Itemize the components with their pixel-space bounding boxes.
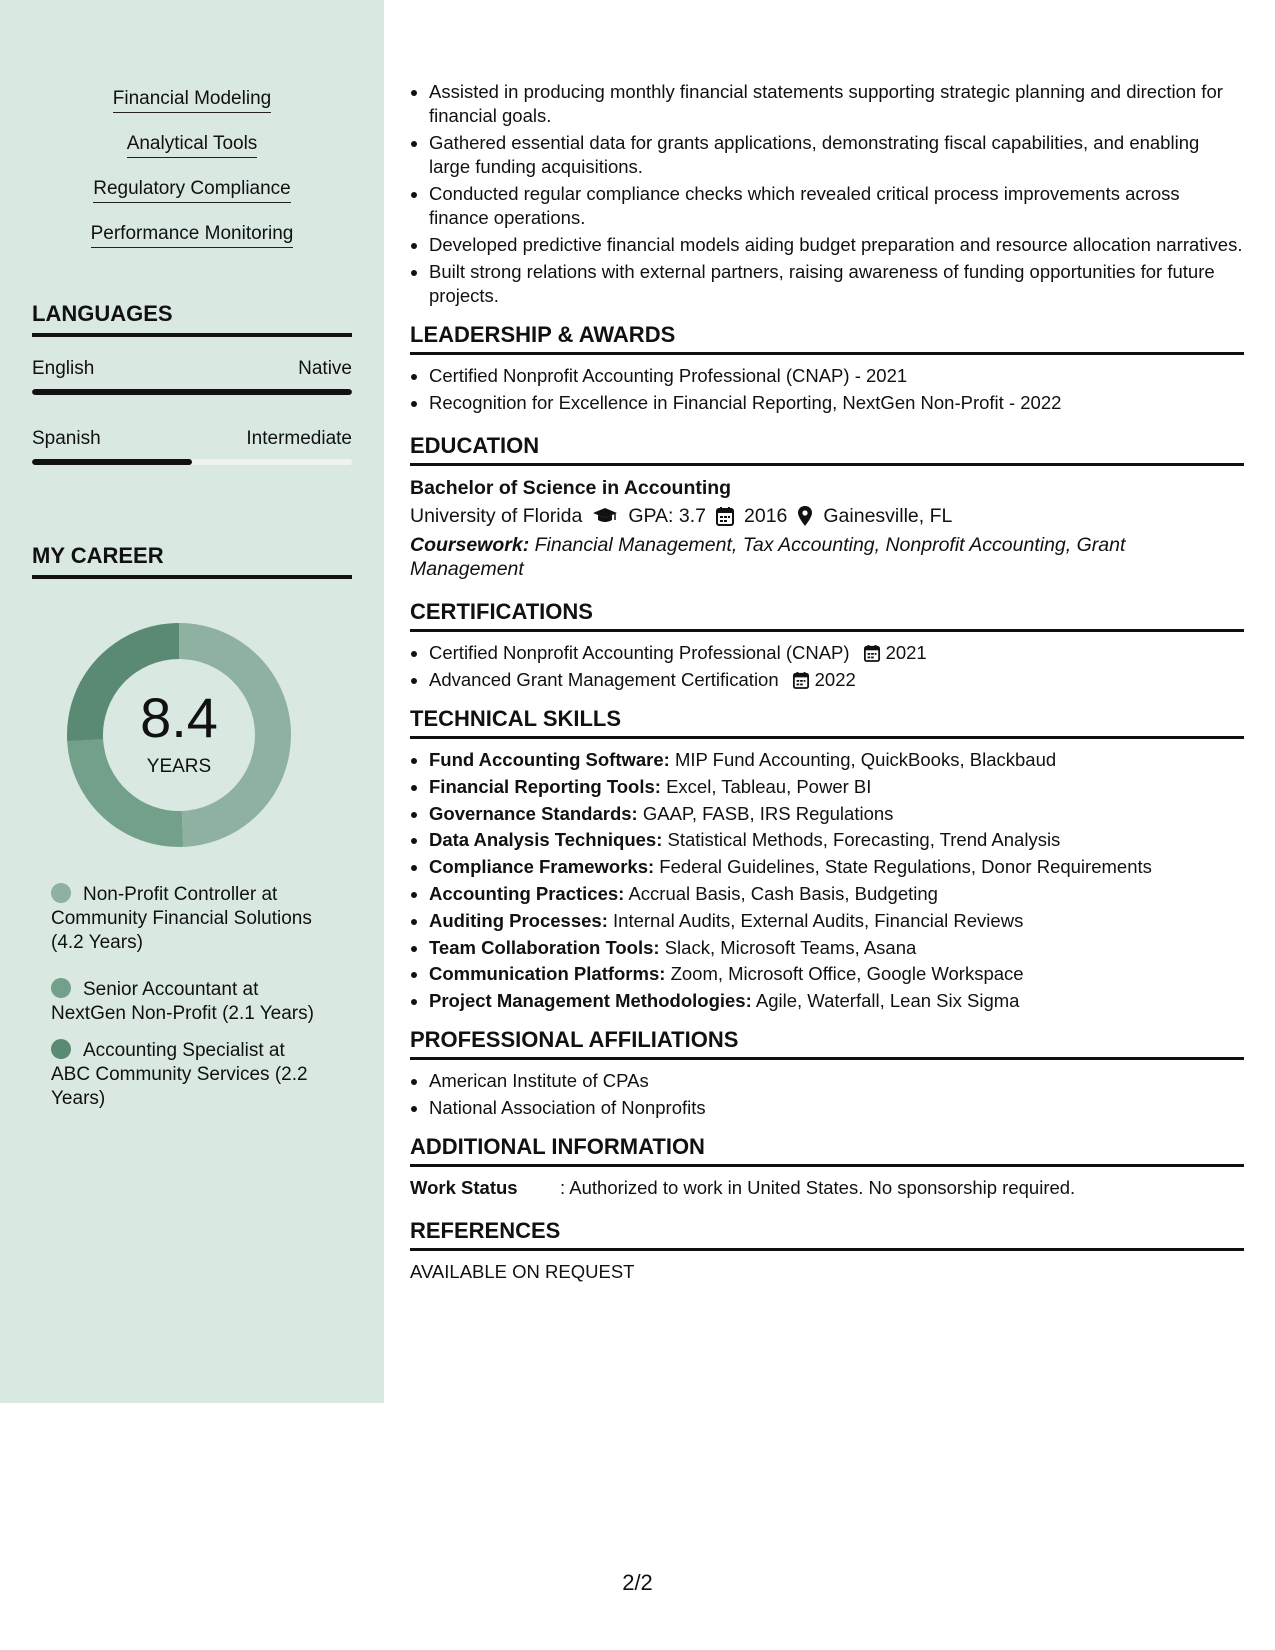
skill-values: GAAP, FASB, IRS Regulations: [642, 802, 894, 824]
list-item: [429, 641, 1244, 665]
skill-item: [0, 133, 384, 155]
language-proficiency-fill: [32, 389, 352, 395]
work-status-value: : Authorized to work in United States. No sponsorship required.: [560, 1177, 1076, 1199]
skill-category: Financial Reporting Tools:: [429, 775, 661, 797]
skill-category: Auditing Processes:: [429, 909, 608, 931]
list-item: [429, 775, 1244, 799]
skill-values: Excel, Tableau, Power BI: [666, 775, 872, 797]
leadership-list: [410, 364, 1244, 415]
list-item: [429, 909, 1244, 933]
skill-values: Statistical Methods, Forecasting, Trend Analysis: [667, 829, 1061, 851]
career-total-years: 8.4: [140, 686, 218, 749]
main-content: [410, 0, 1244, 1284]
work-status-row: [410, 1176, 1244, 1200]
language-proficiency-bar: [32, 389, 352, 395]
list-item: [429, 828, 1244, 852]
skill-values: Accrual Basis, Cash Basis, Budgeting: [628, 882, 938, 904]
skill-values: Internal Audits, External Audits, Financial Reviews: [613, 909, 1024, 931]
skill-category: Compliance Frameworks:: [429, 856, 655, 878]
list-item: • Conducted regular compliance checks which revealed critical process improvements across finance operations.: [429, 182, 1244, 230]
skill-category: Project Management Methodologies:: [429, 990, 752, 1012]
certification-name: • Advanced Grant Management Certification: [429, 669, 779, 690]
skill-values: Zoom, Microsoft Office, Google Workspace: [670, 963, 1024, 985]
education-gpa: GPA: 3.7: [628, 505, 706, 527]
coursework-label: Coursework:: [410, 534, 530, 556]
list-item: [429, 936, 1244, 960]
career-legend-dot: [51, 978, 71, 998]
location-pin-icon: [797, 505, 813, 527]
skill-values: Agile, Waterfall, Lean Six Sigma: [755, 990, 1020, 1012]
list-item: [429, 748, 1244, 772]
education-details: [410, 501, 1244, 531]
language-level: Intermediate: [246, 428, 352, 449]
career-item-text: Accounting Specialist at ABC Community Services (2.2 Years): [51, 1040, 308, 1109]
skill-values: MIP Fund Accounting, QuickBooks, Blackbaud: [674, 749, 1057, 770]
calendar-icon: [716, 506, 734, 526]
education-heading: EDUCATION: [410, 433, 1244, 466]
career-item: [51, 1039, 321, 1111]
career-item: [51, 978, 321, 1026]
career-item-text: Senior Accountant at NextGen Non-Profit (2.1 Years): [51, 979, 314, 1024]
career-legend-dot: [51, 883, 71, 903]
list-item: • Certified Nonprofit Accounting Professional (CNAP) - 2021: [429, 364, 1244, 388]
language-proficiency-bar: [32, 459, 352, 465]
sidebar: [0, 0, 384, 1403]
coursework-text: Financial Management, Tax Accounting, Nonprofit Accounting, Grant Management: [410, 534, 1126, 580]
skill-category: Accounting Practices:: [429, 882, 625, 904]
work-status-label: Work Status: [410, 1177, 518, 1199]
list-item: [429, 668, 1244, 692]
career-item: [51, 883, 321, 955]
skill-category: Fund Accounting Software:: [429, 749, 670, 770]
skill-label: Regulatory Compliance: [93, 178, 291, 203]
list-item: [429, 962, 1244, 986]
education-degree: Bachelor of Science in Accounting: [410, 477, 732, 499]
list-item: [429, 989, 1244, 1013]
skill-values: Slack, Microsoft Teams, Asana: [664, 936, 917, 958]
certification-year: 2022: [814, 669, 856, 690]
skill-label: Performance Monitoring: [91, 223, 294, 248]
skill-category: Governance Standards:: [429, 802, 638, 824]
education-location: Gainesville, FL: [823, 505, 953, 527]
technical-skills-list: [410, 748, 1244, 1013]
technical-skills-heading: TECHNICAL SKILLS: [410, 706, 1244, 739]
certification-year: 2021: [885, 642, 927, 663]
education-coursework: [410, 533, 1244, 581]
career-heading: MY CAREER: [32, 543, 352, 579]
list-item: • American Institute of CPAs: [429, 1069, 1244, 1093]
leadership-heading: LEADERSHIP & AWARDS: [410, 322, 1244, 355]
languages-heading: LANGUAGES: [32, 301, 352, 337]
language-level: Native: [298, 358, 352, 379]
references-heading: REFERENCES: [410, 1218, 1244, 1251]
skill-item: [0, 88, 384, 110]
list-item: [429, 855, 1244, 879]
affiliations-list: [410, 1069, 1244, 1120]
language-name: Spanish: [32, 428, 101, 449]
skill-category: Data Analysis Techniques:: [429, 829, 663, 851]
list-item: [429, 882, 1244, 906]
list-item: • Assisted in producing monthly financial statements supporting strategic planning and direction for financial goals.: [429, 80, 1244, 128]
skill-category: Team Collaboration Tools:: [429, 936, 660, 958]
page-number: 2/2: [622, 1570, 653, 1595]
list-item: • Built strong relations with external partners, raising awareness of funding opportunities for future projects.: [429, 260, 1244, 308]
list-item: • National Association of Nonprofits: [429, 1096, 1244, 1120]
experience-bullets: [410, 80, 1244, 308]
calendar-icon: [793, 671, 809, 689]
skill-values: Federal Guidelines, State Regulations, Donor Requirements: [659, 856, 1152, 878]
career-item-text: Non-Profit Controller at Community Financial Solutions (4.2 Years): [51, 884, 312, 953]
list-item: • Recognition for Excellence in Financial Reporting, NextGen Non-Profit - 2022: [429, 391, 1244, 415]
skill-item: [0, 223, 384, 245]
language-proficiency-fill: [32, 459, 192, 465]
certifications-list: [410, 641, 1244, 692]
skill-label: Financial Modeling: [113, 88, 271, 113]
list-item: • Developed predictive financial models aiding budget preparation and resource allocation narratives.: [429, 233, 1244, 257]
language-row: [32, 428, 352, 450]
skill-category: Communication Platforms:: [429, 963, 666, 985]
skill-label: Analytical Tools: [127, 133, 258, 158]
career-total-unit: YEARS: [146, 756, 212, 777]
career-legend-dot: [51, 1039, 71, 1059]
references-text: AVAILABLE ON REQUEST: [410, 1261, 635, 1283]
education-school: University of Florida: [410, 505, 583, 527]
affiliations-heading: PROFESSIONAL AFFILIATIONS: [410, 1027, 1244, 1060]
certifications-heading: CERTIFICATIONS: [410, 599, 1244, 632]
additional-info-heading: ADDITIONAL INFORMATION: [410, 1134, 1244, 1167]
language-row: [32, 358, 352, 380]
skill-item: [0, 178, 384, 200]
language-name: English: [32, 358, 95, 379]
education-year: 2016: [744, 505, 788, 527]
certification-name: • Certified Nonprofit Accounting Professional (CNAP): [429, 642, 850, 663]
calendar-icon: [864, 644, 880, 662]
list-item: • Gathered essential data for grants applications, demonstrating fiscal capabilities, and enabling large funding acquisitions.: [429, 131, 1244, 179]
graduation-cap-icon: [592, 507, 618, 525]
list-item: [429, 802, 1244, 826]
